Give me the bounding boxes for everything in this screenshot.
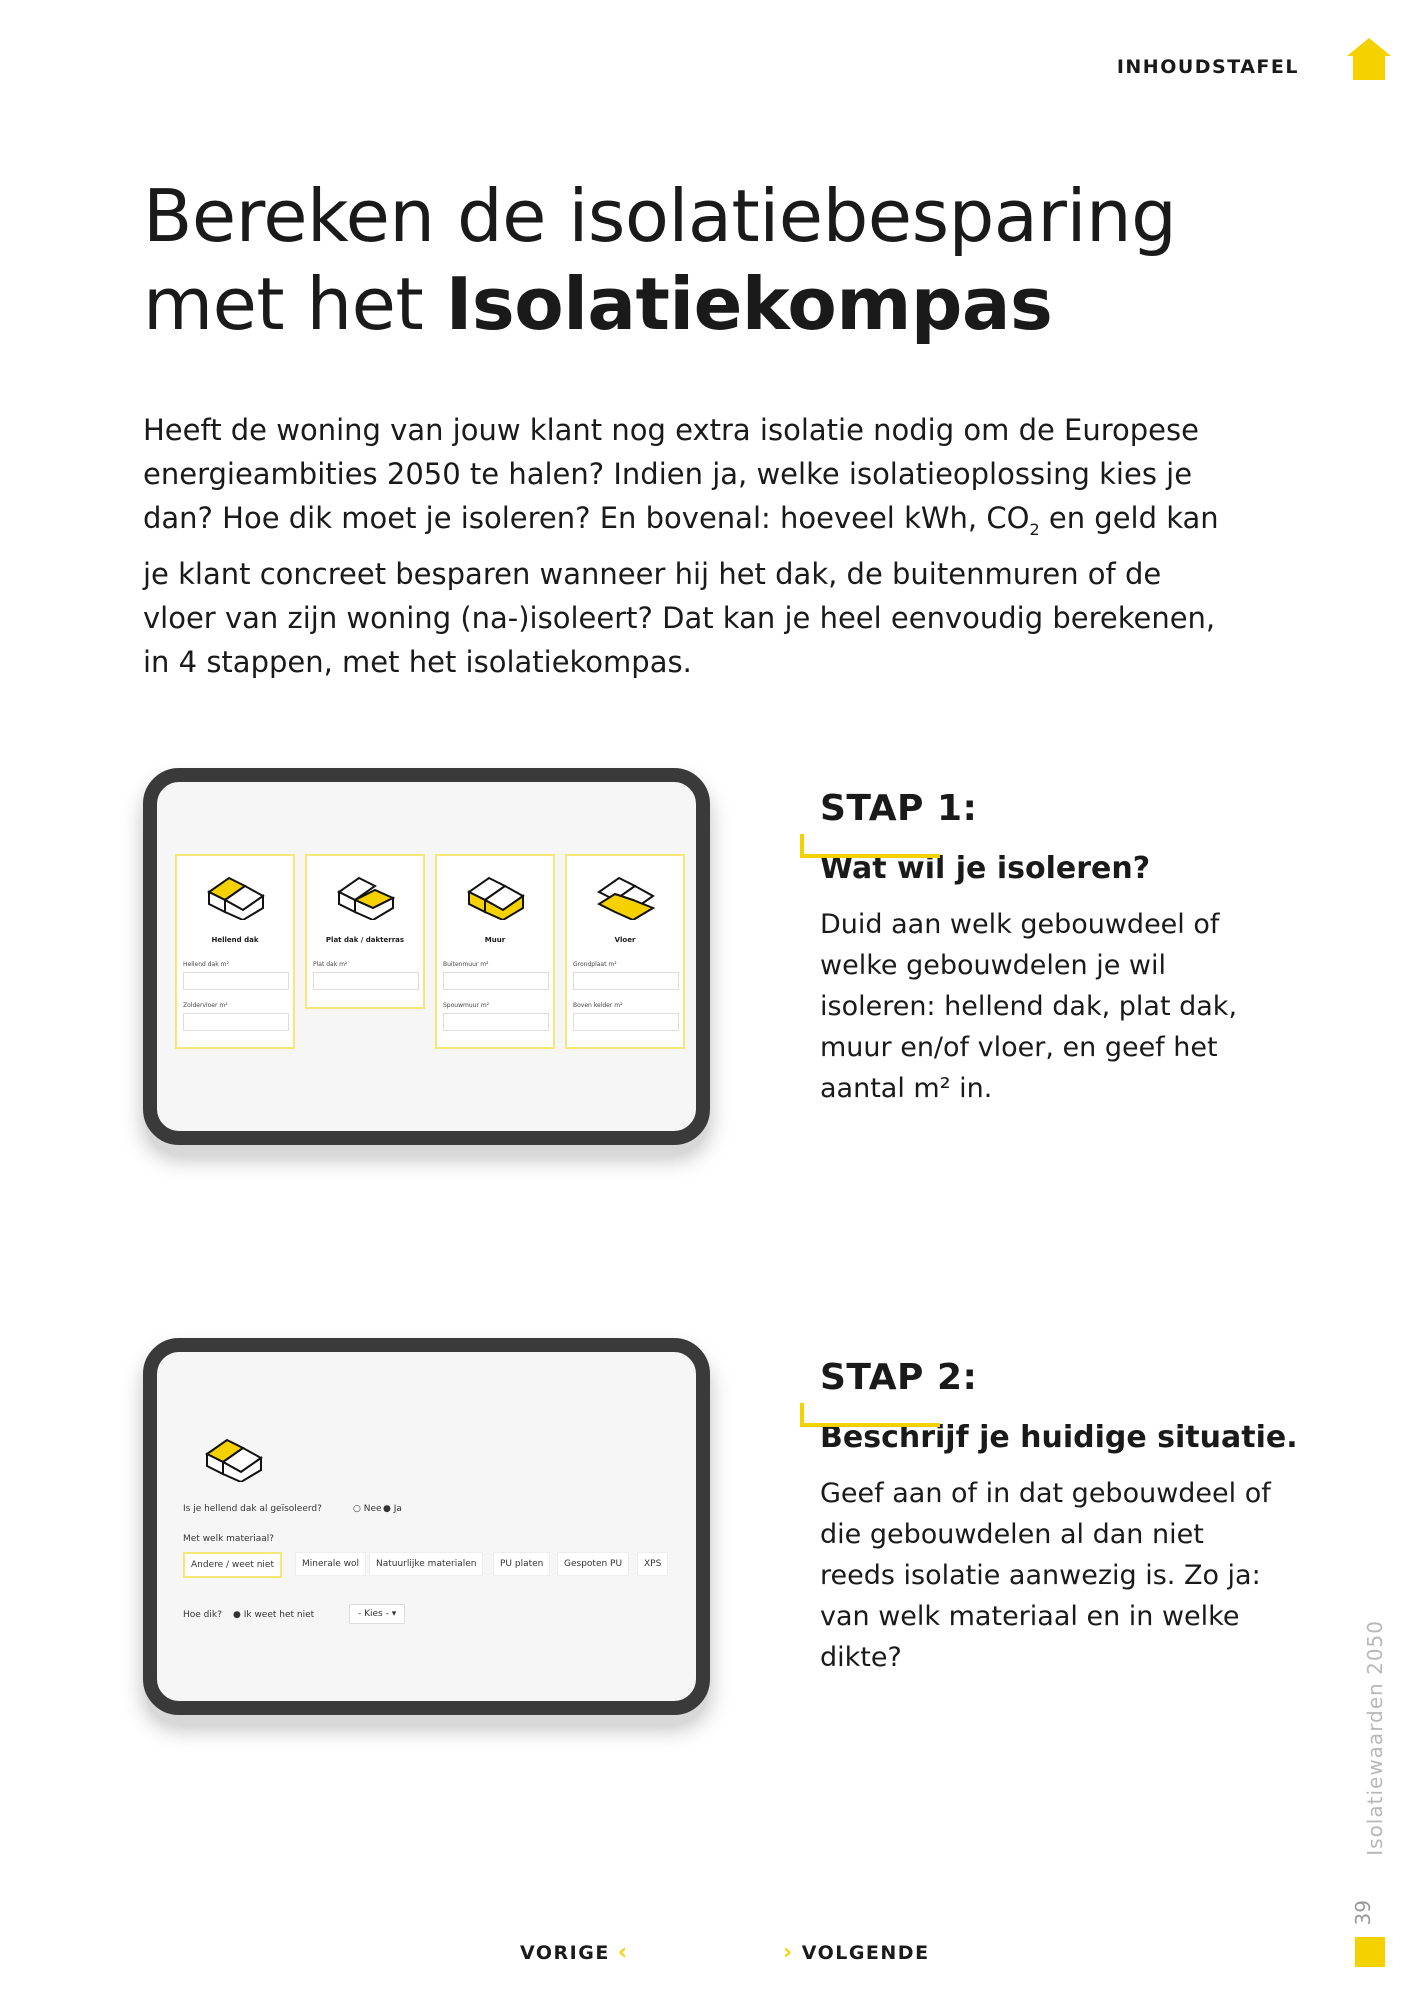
pitched-roof-icon xyxy=(201,872,269,920)
material-option[interactable]: PU platen xyxy=(493,1552,550,1576)
card-muur: Muur Buitenmuur m² Spouwmuur m² xyxy=(435,854,555,1049)
area-input[interactable] xyxy=(183,972,289,990)
material-option[interactable]: Andere / weet niet xyxy=(183,1552,282,1578)
step2-subtitle: Beschrijf je huidige situatie. xyxy=(820,1420,1298,1455)
house-icon[interactable] xyxy=(1345,36,1393,82)
card-hellend-dak: Hellend dak Hellend dak m² Zoldervloer m² xyxy=(175,854,295,1049)
answer-no[interactable]: ○ Nee xyxy=(353,1504,382,1514)
pitched-roof-icon xyxy=(199,1434,267,1482)
step-accent-line xyxy=(800,1403,940,1427)
intro-paragraph: Heeft de woning van jouw klant nog extra isolatie nodig om de Europese energieambities 2050 te halen? Indien ja, welke isolatieoplossing kies je dan? Hoe dik moet je isoleren? En bovenal: hoeveel kWh, $CO_2$ en geld kan je klant concreet besparen wanneer hij het dak, de buitenmuren of de vloer van zijn woning (na-)isoleert? Dat kan je heel eenvoudig berekenen, in 4 stappen, met het isolatiekompas. xyxy=(143,413,1219,679)
step-accent-line xyxy=(800,834,940,858)
material-option[interactable]: XPS xyxy=(637,1552,668,1576)
tablet-step1-screenshot xyxy=(143,768,710,1145)
card-vloer: Vloer Grondplaat m² Boven kelder m² xyxy=(565,854,685,1049)
floor-icon xyxy=(591,872,659,920)
thickness-unknown-option[interactable]: ● Ik weet het niet xyxy=(233,1610,315,1620)
previous-page-link[interactable]: VORIGE ‹ xyxy=(520,1940,629,1965)
chevron-right-icon: › xyxy=(783,1940,794,1965)
area-input[interactable] xyxy=(573,972,679,990)
step1-title: STAP 1: xyxy=(820,788,978,829)
page-number: 39 xyxy=(1351,1900,1375,1926)
answer-yes[interactable]: ● Ja xyxy=(383,1504,402,1514)
step2-section xyxy=(820,1357,1298,1678)
page-marker xyxy=(1355,1937,1385,1967)
next-page-link[interactable]: › VOLGENDE xyxy=(783,1940,930,1965)
thickness-select[interactable]: - Kies - ▾ xyxy=(349,1604,405,1624)
step1-subtitle: Wat wil je isoleren? xyxy=(820,851,1151,886)
area-input[interactable] xyxy=(443,1013,549,1031)
page-title: Bereken de isolatiebesparing met het Isolatiekompas xyxy=(143,174,1177,346)
area-input[interactable] xyxy=(443,972,549,990)
material-option[interactable]: Natuurlijke materialen xyxy=(369,1552,483,1576)
material-option[interactable]: Gespoten PU xyxy=(557,1552,629,1576)
chevron-left-icon: ‹ xyxy=(617,1940,629,1965)
toc-link[interactable]: INHOUDSTAFEL xyxy=(1116,56,1299,78)
insulated-question: Is je hellend dak al geïsoleerd? xyxy=(183,1504,322,1514)
step2-title: STAP 2: xyxy=(820,1357,978,1398)
step1-body: Duid aan welk gebouwdeel of welke gebouwdelen je wil isoleren: hellend dak, plat dak, muur en/of vloer, en geef het aantal m² in. xyxy=(820,909,1238,1104)
material-option[interactable]: Minerale wol xyxy=(295,1552,366,1576)
card-plat-dak: Plat dak / dakterras Plat dak m² xyxy=(305,854,425,1009)
step2-body: Geef aan of in dat gebouwdeel of die gebouwdelen al dan niet reeds isolatie aanwezig is. Zo ja: van welk materiaal en in welke dikte? xyxy=(820,1478,1271,1673)
material-question: Met welk materiaal? xyxy=(183,1534,275,1544)
flat-roof-icon xyxy=(331,872,399,920)
area-input[interactable] xyxy=(313,972,419,990)
step1-section xyxy=(820,788,1280,1109)
wall-icon xyxy=(461,872,529,920)
thickness-question: Hoe dik? xyxy=(183,1610,222,1620)
document-title-vertical: Isolatiewaarden 2050 xyxy=(1363,1620,1387,1856)
area-input[interactable] xyxy=(573,1013,679,1031)
tablet-step2-screenshot xyxy=(143,1338,710,1715)
area-input[interactable] xyxy=(183,1013,289,1031)
